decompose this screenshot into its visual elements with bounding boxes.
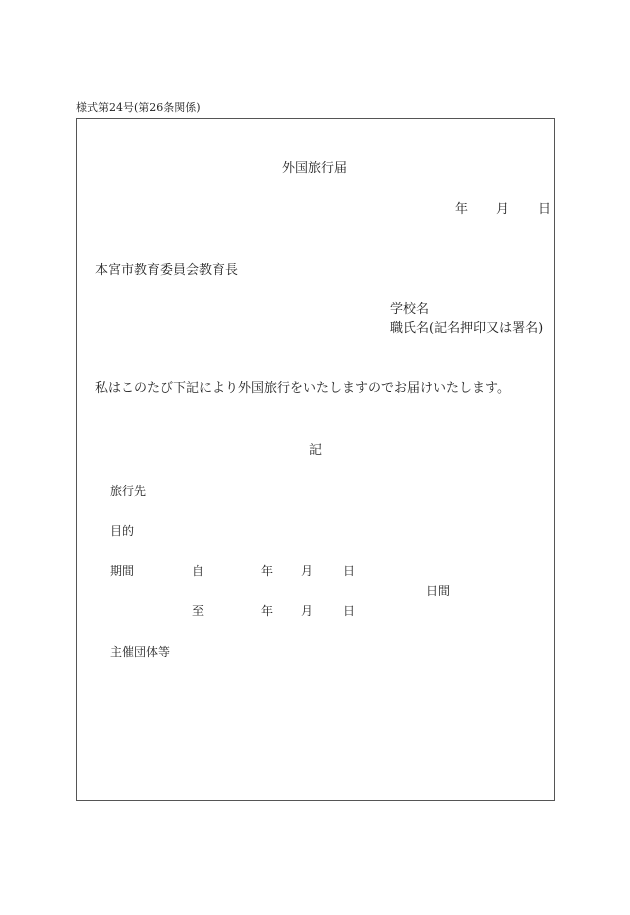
school-name-label: 学校名 (390, 302, 430, 317)
period-from-day-label: 日 (343, 564, 356, 578)
form-number: 様式第24号(第26条関係) (76, 101, 201, 114)
date-day-label: 日 (538, 202, 552, 217)
period-from-label: 自 (192, 564, 205, 578)
ki-heading: 記 (309, 443, 323, 458)
statement: 私はこのたび下記により外国旅行をいたしますのでお届けいたします。 (95, 381, 510, 396)
period-to-year-label: 年 (261, 604, 274, 618)
period-to-day-label: 日 (343, 604, 356, 618)
organizer-label: 主催団体等 (110, 645, 171, 659)
document-title: 外国旅行届 (282, 161, 348, 176)
period-from-month-label: 月 (301, 564, 314, 578)
period-from-year-label: 年 (261, 564, 274, 578)
destination-label: 旅行先 (110, 484, 147, 498)
form-frame (76, 118, 555, 801)
date-month-label: 月 (496, 202, 510, 217)
purpose-label: 目的 (110, 524, 135, 538)
period-days-label: 日間 (426, 584, 451, 598)
period-to-month-label: 月 (301, 604, 314, 618)
applicant-name-label: 職氏名(記名押印又は署名) (390, 321, 544, 336)
date-year-label: 年 (455, 202, 469, 217)
period-to-label: 至 (192, 604, 205, 618)
addressee: 本宮市教育委員会教育長 (95, 263, 239, 278)
period-label: 期間 (110, 564, 135, 578)
